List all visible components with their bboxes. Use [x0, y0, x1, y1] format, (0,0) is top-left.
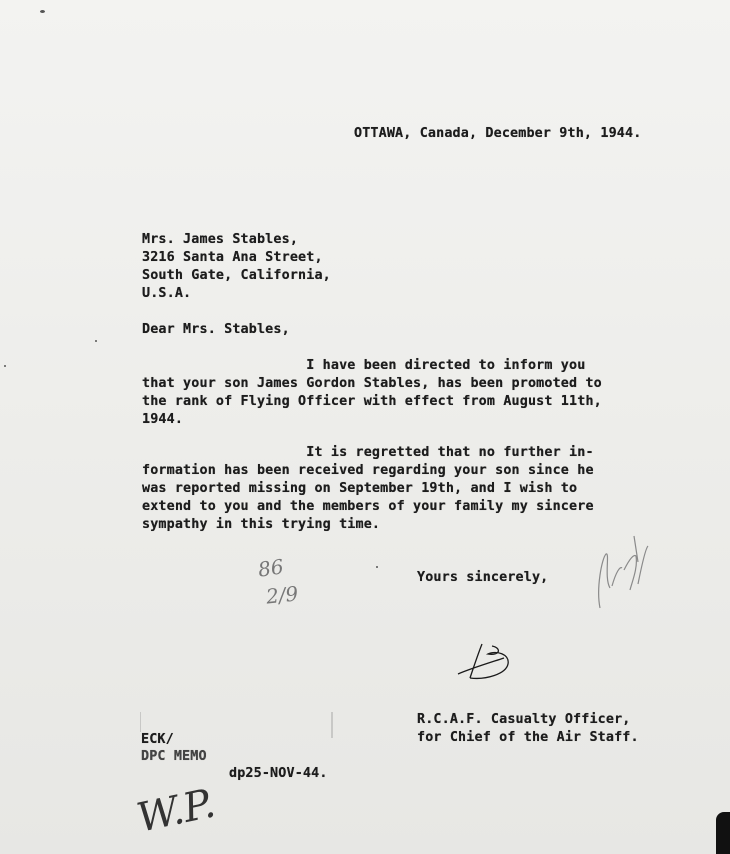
ink-signature: [452, 640, 522, 690]
body-line: sympathy in this trying time.: [142, 517, 381, 532]
speck-mark: [4, 365, 6, 367]
pencil-initials-signature: [590, 528, 660, 618]
speck-mark: [95, 340, 97, 342]
body-line: extend to you and the members of your family my sincere: [142, 499, 594, 514]
body-line: It is regretted that no further in-: [142, 445, 594, 460]
body-line: was reported missing on September 19th, and I wish to: [142, 481, 578, 496]
speck-mark: [40, 10, 45, 13]
pencil-note-date: 2/9: [264, 581, 300, 609]
dateline: OTTAWA, Canada, December 9th, 1944.: [354, 126, 642, 141]
file-stamp: dp25-NOV-44.: [229, 766, 328, 781]
reference-memo: DPC MEMO: [141, 749, 207, 764]
signature-line: R.C.A.F. Casualty Officer,: [417, 712, 631, 727]
address-line: U.S.A.: [142, 286, 192, 301]
salutation: Dear Mrs. Stables,: [142, 322, 290, 337]
body-line: I have been directed to inform you: [142, 358, 586, 373]
body-line: that your son James Gordon Stables, has been promoted to: [142, 376, 602, 391]
faint-mark: [140, 712, 141, 732]
speck-mark: [376, 566, 378, 568]
faint-mark: [331, 712, 333, 738]
scan-edge: [716, 812, 730, 854]
address-line: South Gate, California,: [142, 268, 331, 283]
address-line: 3216 Santa Ana Street,: [142, 250, 323, 265]
reference-initials: ECK/: [141, 732, 174, 747]
closing: Yours sincerely,: [417, 570, 549, 585]
body-line: 1944.: [142, 412, 184, 427]
body-line: formation has been received regarding your son since he: [142, 463, 594, 478]
signature-line: for Chief of the Air Staff.: [417, 730, 639, 745]
pencil-note-number: 86: [256, 554, 285, 582]
address-line: Mrs. James Stables,: [142, 232, 299, 247]
body-line: the rank of Flying Officer with effect from August 11th,: [142, 394, 602, 409]
handwritten-initials: W.P.: [133, 780, 220, 842]
